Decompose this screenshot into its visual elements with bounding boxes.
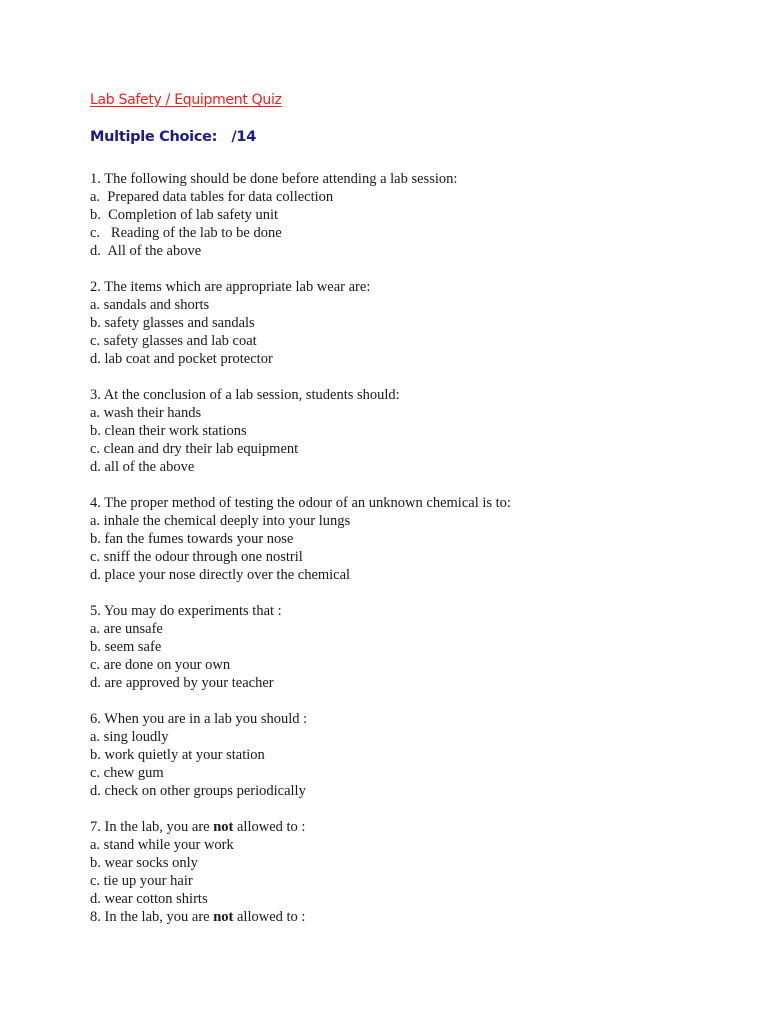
option-c: c. are done on your own	[90, 657, 231, 673]
option-a: a. sing loudly	[90, 729, 169, 745]
question-stem	[90, 908, 511, 926]
option-d: d. check on other groups periodically	[90, 783, 306, 799]
option-a: a. wash their hands	[90, 405, 202, 421]
option-c: c. tie up your hair	[90, 873, 193, 889]
question-6	[90, 710, 511, 800]
quiz-title: Lab Safety / Equipment Quiz	[90, 92, 282, 108]
option-a: a. stand while your work	[90, 837, 234, 853]
option-c: c. clean and dry their lab equipment	[90, 441, 299, 457]
question-8	[90, 908, 511, 926]
question-2	[90, 278, 511, 368]
section-heading-multiple-choice: Multiple Choice: /14	[90, 129, 256, 145]
question-5	[90, 602, 511, 692]
stem-text: allowed to :	[233, 909, 306, 925]
question-stem: 4. The proper method of testing the odour of an unknown chemical is to:	[90, 495, 511, 511]
question-stem: 2. The items which are appropriate lab wear are:	[90, 279, 371, 295]
question-stem: 6. When you are in a lab you should :	[90, 711, 308, 727]
option-d: d. wear cotton shirts	[90, 891, 208, 907]
question-stem: 3. At the conclusion of a lab session, students should:	[90, 387, 400, 403]
option-b: b. Completion of lab safety unit	[90, 207, 279, 223]
stem-emphasis: not	[213, 909, 234, 925]
question-stem: 5. You may do experiments that :	[90, 603, 282, 619]
question-1	[90, 170, 511, 260]
option-b: b. clean their work stations	[90, 423, 247, 439]
option-b: b. fan the fumes towards your nose	[90, 531, 294, 547]
stem-text: allowed to :	[233, 819, 306, 835]
option-b: b. wear socks only	[90, 855, 198, 871]
stem-text: 7. In the lab, you are	[90, 819, 214, 835]
question-stem	[90, 818, 511, 836]
option-b: b. safety glasses and sandals	[90, 315, 255, 331]
option-a: a. Prepared data tables for data collection	[90, 189, 334, 205]
option-c: c. sniff the odour through one nostril	[90, 549, 303, 565]
question-7	[90, 818, 511, 908]
option-d: d. are approved by your teacher	[90, 675, 274, 691]
stem-emphasis: not	[213, 819, 234, 835]
option-a: a. sandals and shorts	[90, 297, 210, 313]
option-b: b. work quietly at your station	[90, 747, 265, 763]
option-b: b. seem safe	[90, 639, 162, 655]
option-a: a. inhale the chemical deeply into your lungs	[90, 513, 351, 529]
question-stem: 1. The following should be done before attending a lab session:	[90, 171, 458, 187]
option-d: d. lab coat and pocket protector	[90, 351, 273, 367]
option-d: d. place your nose directly over the chemical	[90, 567, 351, 583]
question-3	[90, 386, 511, 476]
question-4	[90, 494, 511, 584]
option-d: d. All of the above	[90, 243, 202, 259]
option-c: c. chew gum	[90, 765, 164, 781]
option-a: a. are unsafe	[90, 621, 163, 637]
option-d: d. all of the above	[90, 459, 195, 475]
question-list	[90, 170, 511, 926]
option-c: c. safety glasses and lab coat	[90, 333, 257, 349]
option-c: c. Reading of the lab to be done	[90, 225, 282, 241]
stem-text: 8. In the lab, you are	[90, 909, 214, 925]
